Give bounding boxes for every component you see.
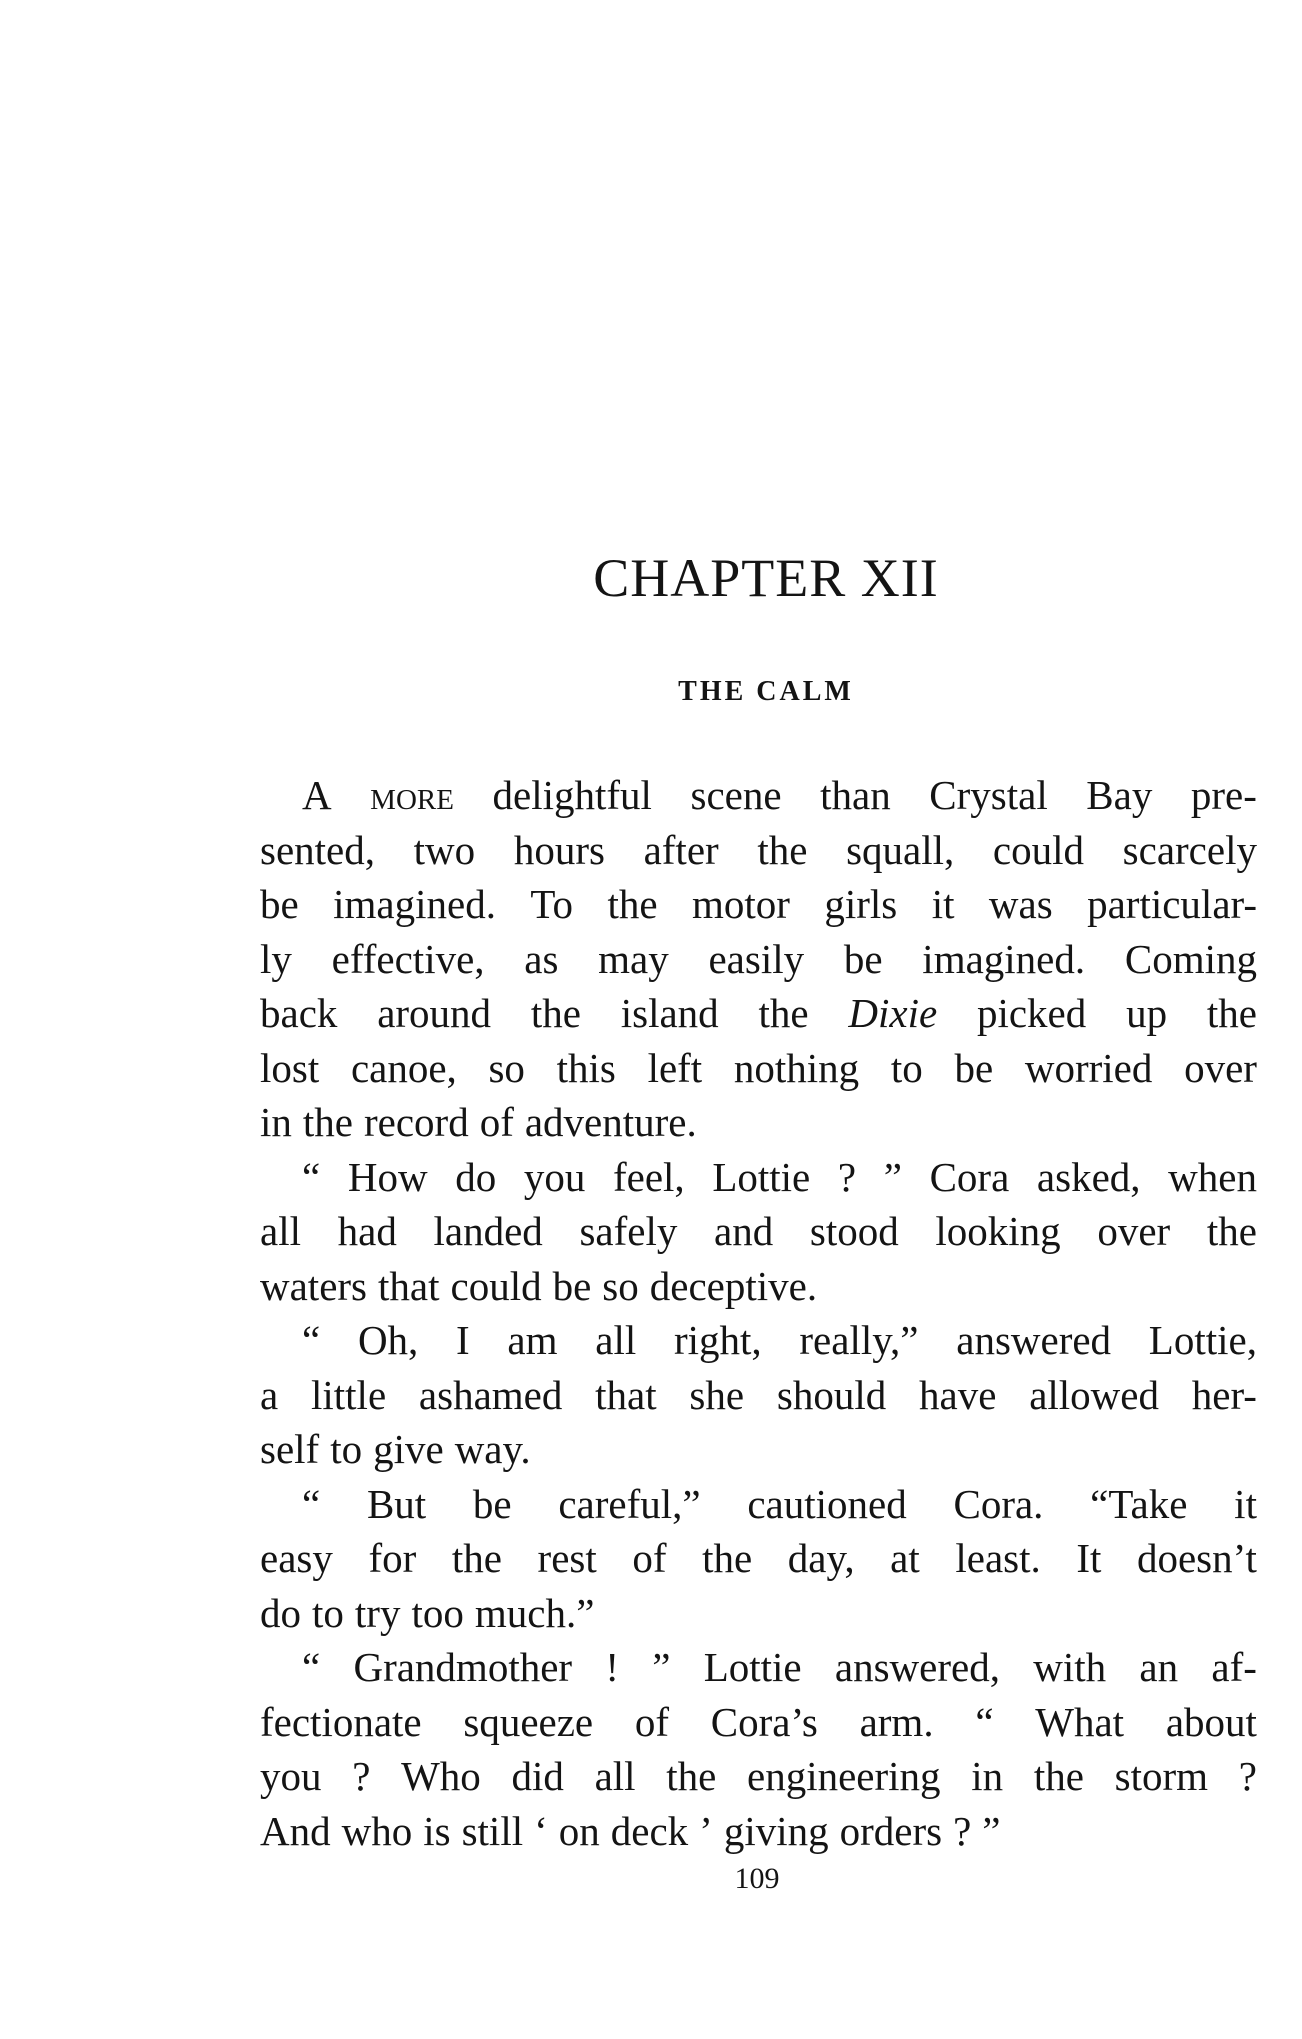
word: two: [413, 826, 476, 873]
word: as: [524, 935, 559, 982]
word: ashamed: [418, 1371, 563, 1418]
word: Cora.: [953, 1480, 1044, 1527]
word: But: [366, 1480, 427, 1527]
word: “: [302, 1480, 321, 1527]
word: squeeze: [463, 1698, 594, 1745]
word: stood: [809, 1208, 899, 1254]
word: asked,: [1036, 1153, 1141, 1200]
word: giving: [723, 1807, 829, 1854]
text-line: [260, 932, 1257, 987]
word: be: [472, 1480, 512, 1527]
word: little: [310, 1371, 387, 1418]
word: answered: [956, 1317, 1112, 1363]
word: am: [507, 1317, 558, 1363]
text-line: [260, 877, 1257, 932]
word: worried: [1024, 1044, 1153, 1091]
word: engineering: [747, 1753, 941, 1799]
word: answered,: [834, 1644, 1000, 1690]
word: Crystal: [929, 772, 1048, 818]
word: about: [1165, 1698, 1257, 1745]
body-text: [260, 768, 1257, 1858]
word: too: [411, 1589, 464, 1636]
word: the: [607, 881, 658, 927]
word: It: [1076, 1535, 1102, 1581]
word: the: [1206, 1208, 1257, 1254]
word: after: [643, 826, 719, 873]
word: that: [595, 1371, 657, 1418]
word: the: [666, 1753, 717, 1799]
word: allowed: [1029, 1371, 1159, 1418]
word: canoe,: [350, 1044, 457, 1091]
word: ”: [652, 1644, 671, 1690]
word: Cora’s: [710, 1698, 818, 1745]
text-line: [260, 1150, 1257, 1205]
word: much.”: [474, 1589, 595, 1636]
word: arm.: [859, 1698, 934, 1745]
word: ?: [953, 1807, 972, 1854]
word: the: [1206, 990, 1257, 1036]
word: left: [647, 1044, 703, 1091]
word: way.: [454, 1426, 531, 1472]
word: you: [523, 1153, 586, 1200]
word: do: [455, 1153, 497, 1200]
word: Lottie: [712, 1153, 811, 1200]
word: storm: [1114, 1753, 1209, 1799]
word: What: [1035, 1698, 1125, 1745]
word: the: [530, 990, 581, 1036]
word: back: [260, 990, 338, 1036]
word: to: [312, 1589, 344, 1636]
word: it: [931, 881, 955, 927]
word: Coming: [1124, 935, 1257, 982]
word: is: [423, 1807, 451, 1854]
word: of: [479, 1099, 514, 1145]
word: scene: [690, 772, 782, 818]
word: all: [595, 1317, 637, 1363]
word: to: [890, 1044, 923, 1091]
word: with: [1033, 1644, 1107, 1690]
word: deck: [610, 1807, 689, 1854]
word: rest: [537, 1535, 597, 1581]
word: cautioned: [747, 1480, 907, 1527]
word: an: [1139, 1644, 1179, 1690]
word: the: [702, 1535, 753, 1581]
text-line: [260, 1804, 1257, 1859]
word: right,: [673, 1317, 762, 1363]
word: “Take: [1090, 1480, 1188, 1527]
chapter-subtitle: THE CALM: [678, 676, 854, 707]
word: af-: [1211, 1644, 1257, 1690]
word: of: [632, 1535, 667, 1581]
word: be: [843, 935, 883, 982]
word: be: [954, 1044, 994, 1091]
word: Bay: [1086, 772, 1153, 818]
word: island: [620, 990, 719, 1036]
word: sented,: [260, 826, 375, 873]
word: feel,: [612, 1153, 685, 1200]
word: do: [260, 1589, 301, 1636]
word: safely: [579, 1208, 678, 1254]
word: who: [341, 1807, 413, 1854]
word: “: [302, 1317, 321, 1363]
page-number: 109: [734, 1862, 780, 1895]
word: you: [260, 1753, 322, 1799]
text-line: [260, 1204, 1257, 1259]
word: the: [1033, 1753, 1084, 1799]
word: of: [634, 1698, 670, 1745]
word: and: [714, 1208, 774, 1254]
word: Lottie,: [1148, 1317, 1257, 1363]
word: a: [260, 1371, 279, 1418]
word: ?: [1238, 1753, 1257, 1799]
chapter-title: CHAPTER XII: [593, 548, 939, 608]
word: I: [456, 1317, 470, 1363]
word: give: [373, 1426, 444, 1472]
word: Oh,: [357, 1317, 419, 1363]
word: doesn’t: [1136, 1535, 1257, 1581]
text-line: [260, 1041, 1257, 1096]
word: over: [1097, 1208, 1171, 1254]
word: A: [302, 772, 332, 818]
word: squall,: [846, 826, 955, 873]
word: be: [260, 881, 299, 927]
text-line: [260, 986, 1257, 1041]
word: “: [975, 1698, 994, 1745]
word: try: [354, 1589, 401, 1636]
text-line: [260, 1531, 1257, 1586]
word: lost: [260, 1044, 320, 1091]
word: was: [988, 881, 1053, 927]
word: up: [1126, 990, 1168, 1036]
word: Cora: [929, 1153, 1010, 1200]
word: ?: [352, 1753, 371, 1799]
text-line: [260, 1695, 1257, 1750]
word: “: [302, 1153, 321, 1200]
word: she: [689, 1371, 745, 1418]
word: all: [260, 1208, 301, 1254]
word: pre-: [1190, 772, 1257, 818]
word: picked: [976, 990, 1087, 1036]
text-line: [260, 1749, 1257, 1804]
text-line: [260, 1422, 1257, 1477]
word: orders: [839, 1807, 943, 1854]
word: adventure.: [524, 1099, 697, 1145]
word: really,”: [799, 1317, 919, 1363]
word: so: [602, 1262, 639, 1309]
word: particular-: [1087, 881, 1257, 927]
text-line: [260, 1259, 1257, 1314]
word: the: [451, 1535, 502, 1581]
word: ”: [883, 1153, 902, 1200]
text-line: [260, 1313, 1257, 1368]
word: still: [461, 1807, 524, 1854]
word: scarcely: [1122, 826, 1257, 873]
word: easy: [260, 1535, 333, 1581]
word: !: [605, 1644, 619, 1690]
word: self: [260, 1426, 320, 1472]
text-line: [260, 1477, 1257, 1532]
word: waters: [260, 1262, 368, 1309]
word: over: [1184, 1044, 1257, 1091]
word: Lottie: [703, 1644, 802, 1690]
text-line: [260, 1095, 1257, 1150]
word: deceptive.: [649, 1262, 818, 1309]
word: in: [971, 1753, 1004, 1799]
text-line: [260, 1640, 1257, 1695]
word: record: [364, 1099, 469, 1145]
word: ?: [837, 1153, 857, 1200]
word: careful,”: [558, 1480, 701, 1527]
word: To: [530, 881, 574, 927]
word: landed: [433, 1208, 543, 1254]
word: on: [558, 1807, 600, 1854]
word: in: [260, 1099, 292, 1145]
word: the: [757, 826, 808, 873]
word: that: [378, 1262, 440, 1309]
word: motor: [692, 881, 790, 927]
text-line: [260, 1368, 1257, 1423]
word: more: [370, 772, 454, 818]
word: imagined.: [333, 881, 496, 927]
word: ly: [260, 935, 292, 982]
word: ’: [699, 1807, 713, 1854]
word: Dixie: [848, 990, 938, 1036]
word: Grandmother: [353, 1644, 573, 1690]
word: could: [450, 1262, 542, 1309]
word: Who: [401, 1753, 481, 1799]
word: ‘: [534, 1807, 548, 1854]
word: may: [598, 935, 669, 982]
word: How: [347, 1153, 428, 1200]
text-line: [260, 1586, 1257, 1641]
word: all: [594, 1753, 636, 1799]
word: “: [302, 1644, 321, 1690]
text-line: [260, 823, 1257, 878]
word: could: [992, 826, 1085, 873]
word: to: [330, 1426, 363, 1472]
word: for: [368, 1535, 417, 1581]
word: fectionate: [260, 1698, 422, 1745]
word: looking: [935, 1208, 1061, 1254]
word: it: [1234, 1480, 1257, 1527]
word: the: [302, 1099, 353, 1145]
word: day,: [787, 1535, 855, 1581]
word: had: [337, 1208, 397, 1254]
word: nothing: [733, 1044, 860, 1091]
word: effective,: [331, 935, 485, 982]
word: hours: [513, 826, 605, 873]
word: did: [511, 1753, 564, 1799]
word: at: [890, 1535, 920, 1581]
text-line: [260, 768, 1257, 823]
word: imagined.: [922, 935, 1086, 982]
word: the: [758, 990, 809, 1036]
word: around: [377, 990, 492, 1036]
word: delightful: [492, 772, 652, 818]
word: her-: [1191, 1371, 1257, 1418]
word: should: [776, 1371, 887, 1418]
word: least.: [955, 1535, 1041, 1581]
word: have: [919, 1371, 997, 1418]
word: be: [552, 1262, 592, 1309]
word: than: [820, 772, 891, 818]
word: so: [488, 1044, 525, 1091]
word: when: [1168, 1153, 1257, 1200]
word: ”: [982, 1807, 1001, 1854]
word: And: [260, 1807, 331, 1854]
word: easily: [708, 935, 805, 982]
word: this: [556, 1044, 616, 1091]
word: girls: [824, 881, 898, 927]
